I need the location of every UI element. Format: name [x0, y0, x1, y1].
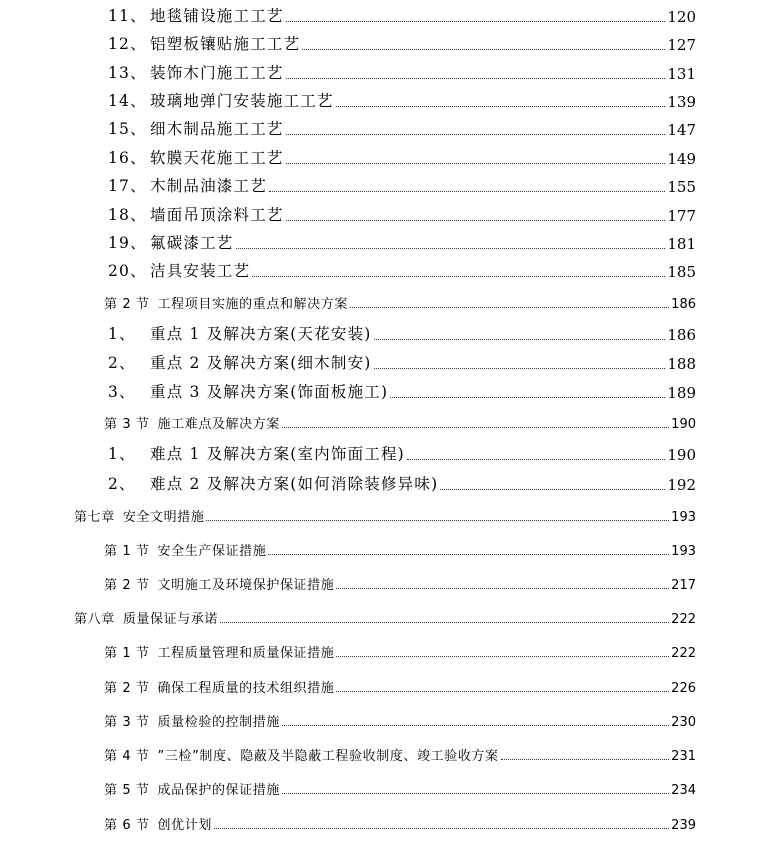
- toc-section[interactable]: [104, 778, 696, 798]
- toc-entry-title: 墙面吊顶涂料工艺: [150, 206, 284, 224]
- toc-entry-page: 192: [667, 476, 696, 494]
- toc-entry[interactable]: [108, 380, 696, 402]
- dot-leader: [220, 622, 669, 623]
- toc-entry-title: 重点 2 及解决方案(细木制安): [150, 354, 372, 372]
- toc-entry-number: 20、: [108, 262, 147, 280]
- toc-entry-title: 创优计划: [157, 818, 212, 833]
- toc-entry-number: 15、: [108, 120, 147, 138]
- dot-leader: [282, 427, 669, 428]
- toc-entry-page: 139: [667, 93, 696, 111]
- toc-entry-title: 软膜天花施工工艺: [150, 149, 284, 167]
- toc-entry[interactable]: [108, 442, 696, 464]
- toc-entry-page: 193: [671, 544, 696, 559]
- dot-leader: [268, 554, 669, 555]
- dot-leader: [302, 49, 665, 50]
- toc-entry-title: 质量检验的控制措施: [157, 715, 280, 730]
- toc-entry-title: 玻璃地弹门安装施工工艺: [150, 92, 334, 110]
- toc-entry-number: 第 2 节: [104, 681, 150, 696]
- toc-entry-page: 231: [671, 749, 696, 764]
- toc-entry[interactable]: [108, 61, 696, 83]
- dot-leader: [336, 691, 669, 692]
- toc-entry[interactable]: [108, 203, 696, 225]
- dot-leader: [206, 520, 669, 521]
- toc-entry-title: 细木制品施工工艺: [150, 120, 284, 138]
- toc-section[interactable]: [104, 710, 696, 730]
- toc-entry-page: 222: [671, 646, 696, 661]
- dot-leader: [214, 828, 669, 829]
- toc-entry-number: 第 1 节: [104, 646, 150, 661]
- toc-entry-title: 重点 3 及解决方案(饰面板施工): [150, 383, 389, 401]
- dot-leader: [374, 339, 666, 340]
- toc-entry-number: 2、: [108, 354, 136, 372]
- dot-leader: [282, 725, 669, 726]
- dot-leader: [236, 248, 666, 249]
- toc-entry-number: 第 2 节: [104, 578, 150, 593]
- toc-entry-page: 230: [671, 715, 696, 730]
- dot-leader: [336, 588, 669, 589]
- toc-entry-title: 施工难点及解决方案: [157, 417, 280, 432]
- toc-entry-title: 铝塑板镶贴施工工艺: [150, 35, 301, 53]
- toc-entry-page: 186: [671, 297, 696, 312]
- dot-leader: [407, 459, 665, 460]
- toc-entry-title: 成品保护的保证措施: [157, 783, 280, 798]
- dot-leader: [336, 656, 669, 657]
- toc-entry-number: 第 2 节: [104, 297, 150, 312]
- toc-entry-page: 189: [667, 384, 696, 402]
- dot-leader: [501, 759, 670, 760]
- toc-entry-page: 186: [667, 326, 696, 344]
- toc-entry-number: 第 1 节: [104, 544, 150, 559]
- dot-leader: [336, 106, 666, 107]
- toc-entry-number: 16、: [108, 149, 147, 167]
- dot-leader: [286, 163, 666, 164]
- toc-entry-title: 重点 1 及解决方案(天花安装): [150, 325, 372, 343]
- toc-entry-number: 3、: [108, 383, 136, 401]
- toc-entry-title: 木制品油漆工艺: [150, 177, 267, 195]
- toc-entry-page: 226: [671, 681, 696, 696]
- toc-entry-page: 190: [671, 417, 696, 432]
- toc-entry-number: 1、: [108, 445, 136, 463]
- toc-section[interactable]: [104, 744, 696, 764]
- toc-entry[interactable]: [108, 4, 696, 26]
- toc-entry-number: 第 4 节: [104, 749, 150, 764]
- toc-entry[interactable]: [108, 351, 696, 373]
- toc-entry-number: 第七章: [74, 510, 115, 525]
- toc-entry-page: 190: [667, 446, 696, 464]
- dot-leader: [286, 220, 666, 221]
- dot-leader: [286, 134, 666, 135]
- toc-entry[interactable]: [108, 259, 696, 281]
- toc-entry-page: 188: [667, 355, 696, 373]
- toc-entry-number: 18、: [108, 206, 147, 224]
- dot-leader: [269, 191, 665, 192]
- toc-entry-number: 第 6 节: [104, 818, 150, 833]
- toc-section[interactable]: [104, 412, 696, 432]
- toc-entry-number: 第 3 节: [104, 715, 150, 730]
- toc-entry-title: 工程项目实施的重点和解决方案: [157, 297, 348, 312]
- toc-entry-title: 确保工程质量的技术组织措施: [157, 681, 335, 696]
- toc-entry-page: 147: [667, 121, 696, 139]
- toc-entry[interactable]: [108, 472, 696, 494]
- toc-entry-title: 难点 1 及解决方案(室内饰面工程): [150, 445, 405, 463]
- dot-leader: [390, 397, 665, 398]
- toc-entry-page: 120: [667, 8, 696, 26]
- toc-entry-title: 安全文明措施: [122, 510, 205, 525]
- toc-entry-page: 239: [671, 818, 696, 833]
- toc-entry-number: 11、: [108, 7, 147, 25]
- toc-entry-number: 2、: [108, 475, 136, 493]
- toc-entry[interactable]: [108, 32, 696, 54]
- toc-entry[interactable]: [108, 174, 696, 196]
- toc-entry-number: 1、: [108, 325, 136, 343]
- dot-leader: [286, 78, 666, 79]
- toc-entry-number: 第 5 节: [104, 783, 150, 798]
- toc-section[interactable]: [104, 292, 696, 312]
- toc-entry-page: 217: [671, 578, 696, 593]
- toc-chapter[interactable]: [74, 607, 696, 627]
- toc-entry-number: 第 3 节: [104, 417, 150, 432]
- toc-entry-page: 222: [671, 612, 696, 627]
- toc-entry-number: 19、: [108, 234, 147, 252]
- toc-entry[interactable]: [108, 89, 696, 111]
- toc-entry-title: 装饰木门施工工艺: [150, 64, 284, 82]
- toc-entry-page: 149: [667, 150, 696, 168]
- dot-leader: [350, 307, 669, 308]
- toc-entry-title: ”三检”制度、隐蔽及半隐蔽工程验收制度、竣工验收方案: [157, 749, 499, 764]
- toc-section[interactable]: [104, 676, 696, 696]
- toc-entry-number: 13、: [108, 64, 147, 82]
- toc-entry-title: 洁具安装工艺: [150, 262, 251, 280]
- toc-entry-number: 第八章: [74, 612, 115, 627]
- toc-chapter[interactable]: [74, 505, 696, 525]
- toc-entry[interactable]: [108, 322, 696, 344]
- dot-leader: [252, 276, 665, 277]
- toc-entry-page: 177: [667, 207, 696, 225]
- toc-section[interactable]: [104, 813, 696, 833]
- toc-entry-page: 193: [671, 510, 696, 525]
- toc-entry-title: 工程质量管理和质量保证措施: [157, 646, 335, 661]
- toc-entry-title: 氟碳漆工艺: [150, 234, 234, 252]
- toc-entry-page: 131: [667, 65, 696, 83]
- toc-entry[interactable]: [108, 231, 696, 253]
- toc-entry[interactable]: [108, 117, 696, 139]
- toc-entry-page: 185: [667, 263, 696, 281]
- toc-entry[interactable]: [108, 146, 696, 168]
- toc-entry-number: 14、: [108, 92, 147, 110]
- toc-entry-title: 文明施工及环境保护保证措施: [157, 578, 335, 593]
- dot-leader: [374, 368, 666, 369]
- toc-entry-title: 难点 2 及解决方案(如何消除装修异味): [150, 475, 439, 493]
- toc-section[interactable]: [104, 573, 696, 593]
- toc-entry-page: 181: [667, 235, 696, 253]
- dot-leader: [286, 21, 666, 22]
- toc-entry-title: 质量保证与承诺: [122, 612, 219, 627]
- toc-entry-number: 17、: [108, 177, 147, 195]
- dot-leader: [440, 489, 665, 490]
- toc-entry-title: 安全生产保证措施: [157, 544, 267, 559]
- toc-entry-number: 12、: [108, 35, 147, 53]
- dot-leader: [282, 793, 669, 794]
- toc-section[interactable]: [104, 641, 696, 661]
- toc-entry-page: 127: [667, 36, 696, 54]
- toc-entry-page: 155: [667, 178, 696, 196]
- toc-entry-title: 地毯铺设施工工艺: [150, 7, 284, 25]
- toc-section[interactable]: [104, 539, 696, 559]
- toc-entry-page: 234: [671, 783, 696, 798]
